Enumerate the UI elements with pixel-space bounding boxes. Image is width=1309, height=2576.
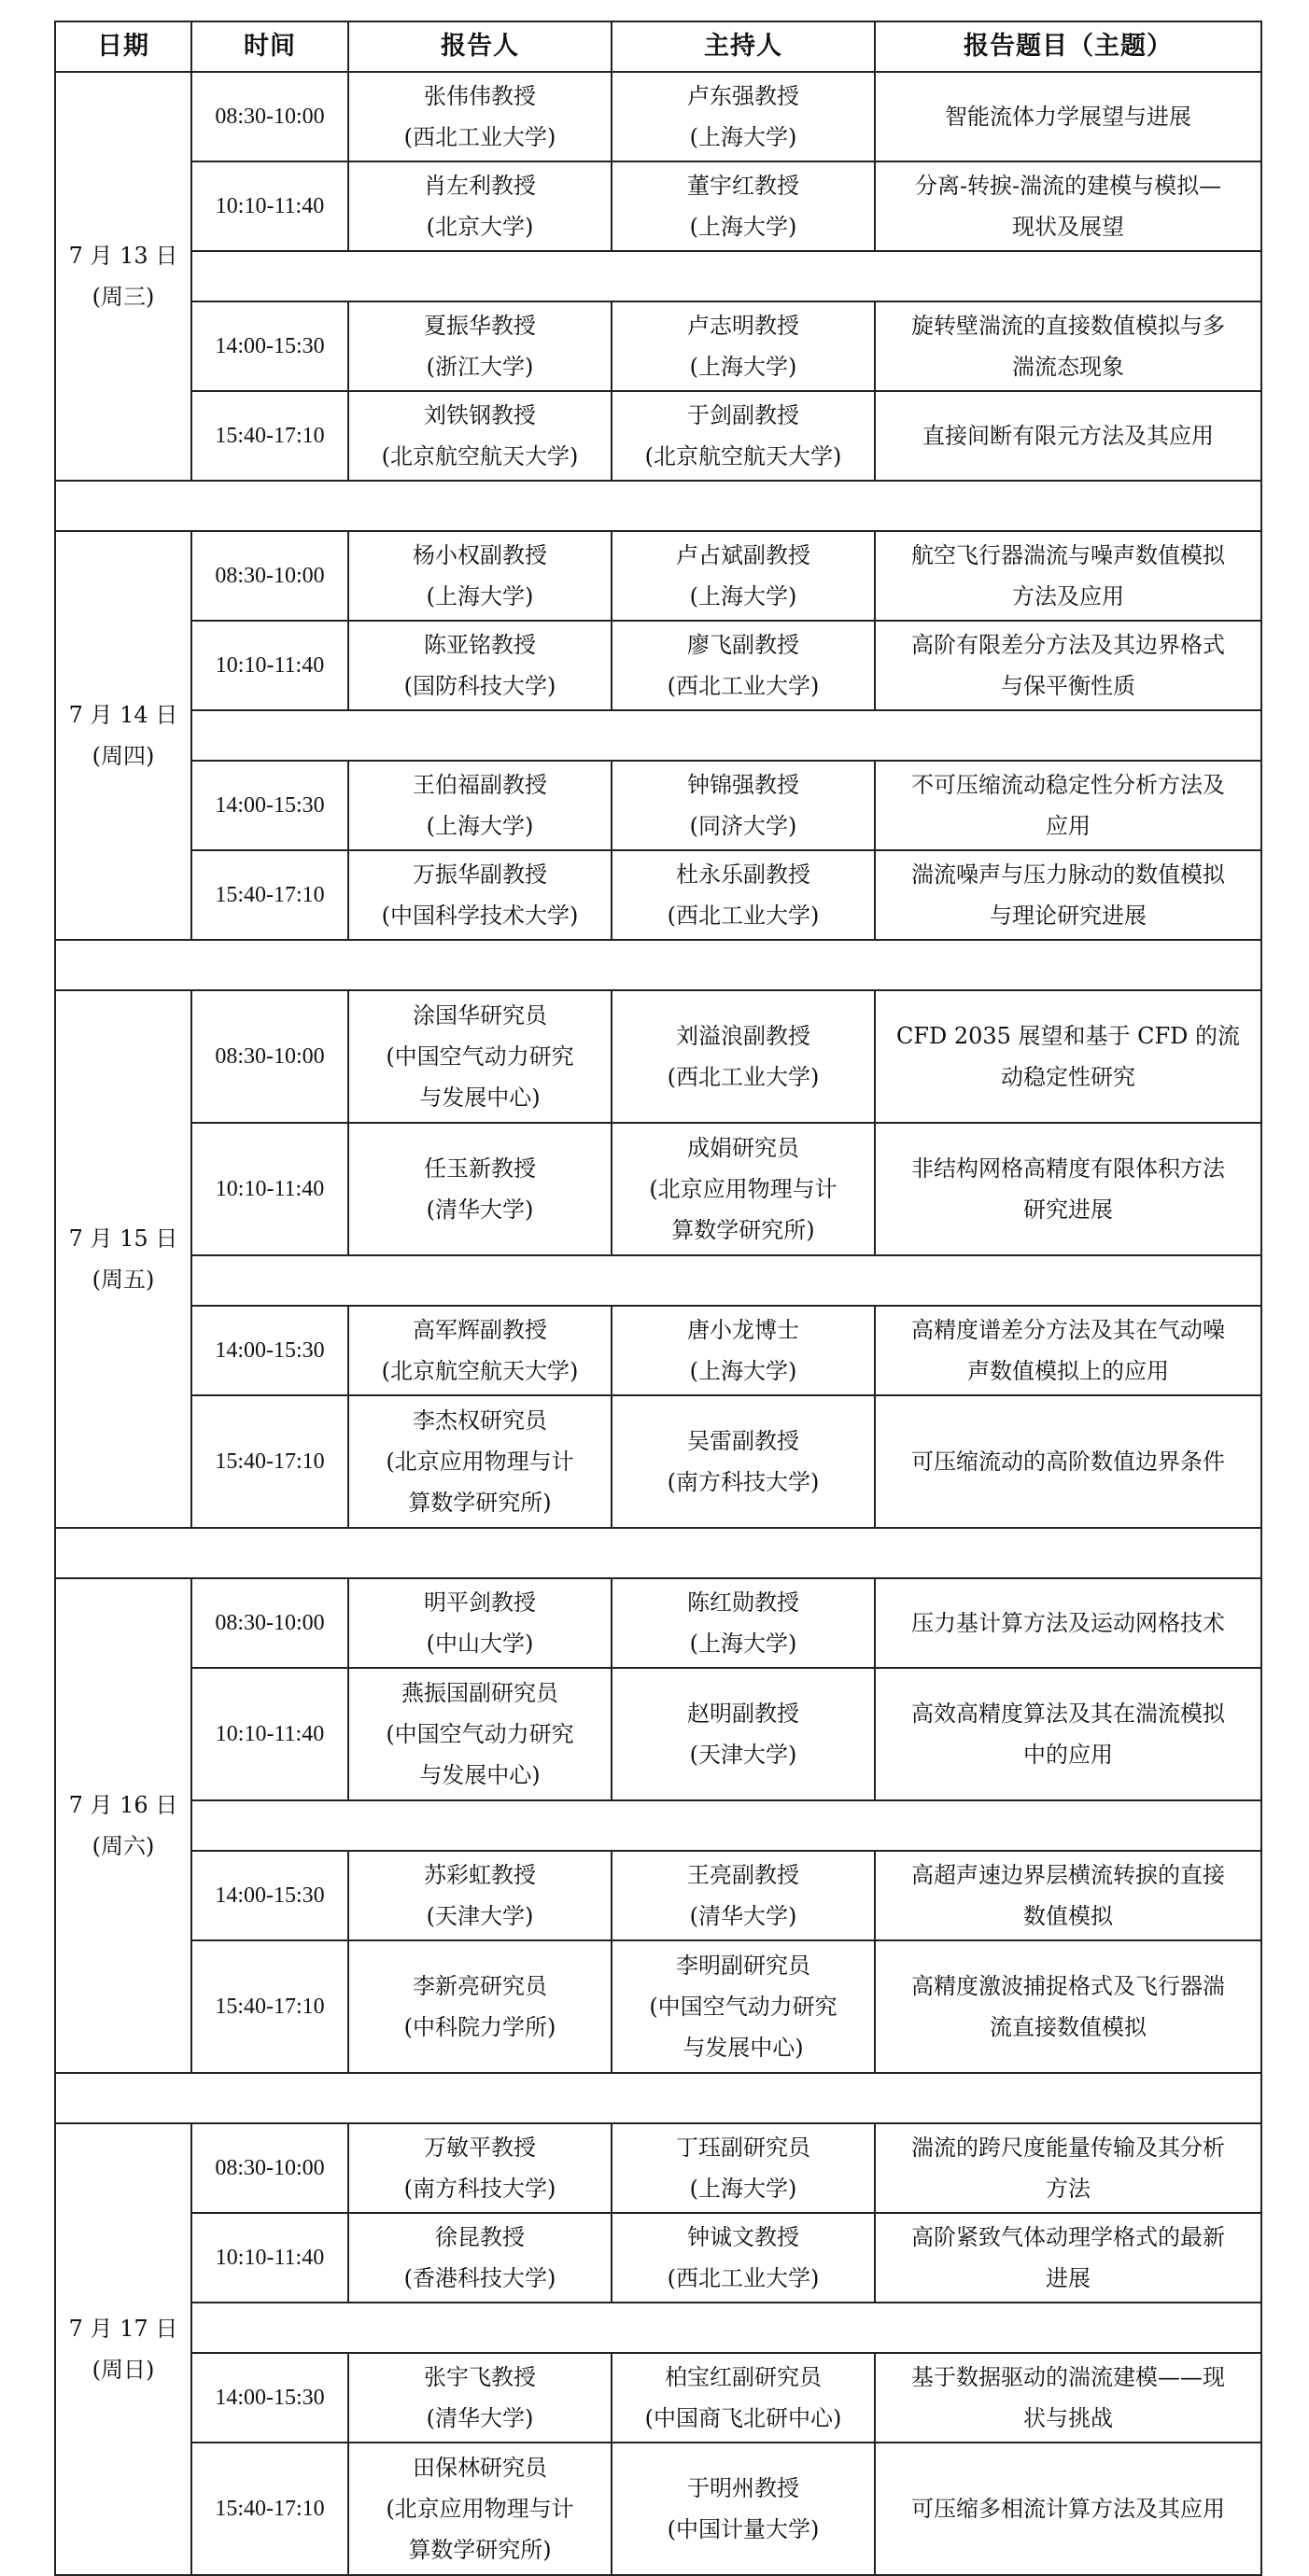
host-cell-line: 卢占斌副教授: [676, 542, 810, 568]
table-row: [55, 2213, 1261, 2303]
speaker-cell-line: (清华大学): [426, 1197, 534, 1223]
topic-cell-line: 中的应用: [1023, 1742, 1113, 1768]
topic-cell-line: 高精度激波捕捉格式及飞行器湍: [911, 1973, 1225, 1999]
topic-cell-line: 航空飞行器湍流与噪声数值模拟: [911, 542, 1225, 568]
time-cell: 14:00-15:30: [191, 1306, 348, 1395]
weekday-label: (周五): [91, 1267, 155, 1293]
host-cell: [612, 1306, 875, 1395]
host-cell-line: 于明州教授: [687, 2475, 799, 2501]
lunch-gap-row: [55, 1800, 1261, 1851]
time-cell: 08:30-10:00: [191, 72, 348, 161]
day-separator-row: [55, 940, 1261, 990]
time-cell: 14:00-15:30: [191, 761, 348, 850]
speaker-cell-line: 与发展中心): [419, 1762, 541, 1788]
topic-cell-line: 数值模拟: [1023, 1903, 1113, 1929]
speaker-cell-line: 李新亮研究员: [413, 1973, 547, 1999]
host-cell-line: (同济大学): [689, 813, 797, 839]
speaker-cell-line: (中国空气动力研究: [386, 1043, 574, 1070]
table-row: [55, 161, 1261, 251]
time-cell: 14:00-15:30: [191, 301, 348, 391]
topic-cell: [875, 1123, 1261, 1255]
speaker-cell-line: 万振华副教授: [413, 861, 547, 888]
host-cell-line: (上海大学): [689, 2176, 797, 2202]
host-cell: [612, 301, 875, 391]
speaker-cell-line: 陈亚铭教授: [424, 632, 536, 658]
weekday-label: (周六): [91, 1833, 155, 1859]
host-cell: [612, 761, 875, 850]
speaker-cell-line: (上海大学): [426, 583, 534, 609]
lunch-gap-cell: [191, 1255, 1261, 1306]
topic-cell: [875, 1578, 1261, 1668]
header-host: 主持人: [612, 21, 875, 72]
speaker-cell-line: 杨小权副教授: [413, 542, 547, 568]
host-cell-line: 刘溢浪副教授: [676, 1023, 810, 1049]
table-row: [55, 2123, 1261, 2213]
host-cell-line: (西北工业大学): [667, 903, 820, 929]
table-row: [55, 1851, 1261, 1940]
host-cell: [612, 2213, 875, 2303]
table-row: [55, 1395, 1261, 1528]
host-cell: [612, 72, 875, 161]
host-cell: [612, 1668, 875, 1800]
topic-cell: [875, 1940, 1261, 2073]
host-cell-line: (南方科技大学): [667, 1469, 820, 1495]
day-separator-row: [55, 2073, 1261, 2123]
speaker-cell-line: (西北工业大学): [403, 124, 556, 150]
date-cell: [55, 990, 191, 1528]
topic-cell-line: 不可压缩流动稳定性分析方法及: [911, 772, 1225, 798]
lunch-gap-row: [55, 2303, 1261, 2353]
host-cell-line: (西北工业大学): [667, 673, 820, 699]
topic-cell: [875, 2123, 1261, 2213]
speaker-cell-line: 算数学研究所): [408, 2537, 552, 2563]
host-cell: [612, 2443, 875, 2575]
weekday-label: (周三): [91, 284, 155, 310]
topic-cell-line: 湍流态现象: [1012, 354, 1124, 380]
time-cell: 08:30-10:00: [191, 2123, 348, 2213]
speaker-cell-line: (北京航空航天大学): [381, 443, 579, 469]
day-separator-row: [55, 1528, 1261, 1578]
host-cell-line: (清华大学): [689, 1903, 797, 1929]
topic-cell: [875, 301, 1261, 391]
host-cell-line: 与发展中心): [683, 2035, 804, 2061]
speaker-cell: [348, 1306, 612, 1395]
lunch-gap-cell: [191, 251, 1261, 301]
table-row: [55, 531, 1261, 621]
host-cell-line: 王亮副教授: [687, 1862, 799, 1888]
host-cell-line: 卢东强教授: [687, 83, 799, 109]
table-row: [55, 1668, 1261, 1800]
topic-cell: [875, 621, 1261, 710]
host-cell-line: (上海大学): [689, 1358, 797, 1384]
speaker-cell-line: (北京航空航天大学): [381, 1358, 579, 1384]
speaker-cell: [348, 761, 612, 850]
topic-cell-line: 直接间断有限元方法及其应用: [922, 423, 1214, 449]
speaker-cell-line: (国防科技大学): [403, 673, 556, 699]
speaker-cell: [348, 850, 612, 940]
header-topic: 报告题目（主题）: [875, 21, 1261, 72]
date-cell: [55, 1578, 191, 2073]
time-cell: 14:00-15:30: [191, 1851, 348, 1940]
time-cell: 15:40-17:10: [191, 850, 348, 940]
speaker-cell-line: 刘铁钢教授: [424, 402, 536, 428]
topic-cell-line: 压力基计算方法及运动网格技术: [911, 1610, 1225, 1636]
host-cell: [612, 1123, 875, 1255]
time-cell: 08:30-10:00: [191, 1578, 348, 1668]
day-separator-row: [55, 481, 1261, 531]
speaker-cell-line: 明平剑教授: [424, 1589, 536, 1616]
topic-cell: [875, 2213, 1261, 2303]
speaker-cell: [348, 1578, 612, 1668]
speaker-cell-line: 燕振国副研究员: [401, 1680, 558, 1706]
host-cell-line: (北京应用物理与计: [649, 1176, 837, 1202]
speaker-cell-line: 李杰权研究员: [413, 1407, 547, 1434]
topic-cell-line: 现状及展望: [1012, 214, 1124, 240]
topic-cell-line: 可压缩多相流计算方法及其应用: [911, 2496, 1225, 2522]
host-cell-line: 算数学研究所): [671, 1217, 815, 1243]
topic-cell-line: 研究进展: [1023, 1197, 1113, 1223]
speaker-cell-line: (清华大学): [426, 2405, 534, 2431]
table-row: [55, 1578, 1261, 1668]
speaker-cell-line: 肖左利教授: [424, 173, 536, 199]
host-cell: [612, 531, 875, 621]
speaker-cell: [348, 1940, 612, 2073]
table-row: [55, 990, 1261, 1123]
host-cell: [612, 1578, 875, 1668]
topic-cell-line: 湍流噪声与压力脉动的数值模拟: [911, 861, 1225, 888]
speaker-cell-line: (浙江大学): [426, 354, 534, 380]
topic-cell-line: 高效高精度算法及其在湍流模拟: [911, 1701, 1225, 1727]
topic-cell-line: 流直接数值模拟: [990, 2014, 1147, 2040]
schedule-table: [54, 21, 1262, 2576]
topic-cell-line: 旋转壁湍流的直接数值模拟与多: [911, 313, 1225, 339]
topic-cell-line: 方法及应用: [1012, 583, 1124, 609]
table-row: [55, 2353, 1261, 2443]
speaker-cell-line: 田保林研究员: [413, 2455, 547, 2481]
topic-cell-line: 与理论研究进展: [990, 903, 1147, 929]
table-row: [55, 1940, 1261, 2073]
host-cell-line: (上海大学): [689, 583, 797, 609]
speaker-cell-line: (中山大学): [426, 1631, 534, 1657]
speaker-cell: [348, 1851, 612, 1940]
table-row: [55, 621, 1261, 710]
topic-cell: [875, 1306, 1261, 1395]
topic-cell-line: 分离-转捩-湍流的建模与模拟—: [914, 173, 1222, 199]
host-cell: [612, 1851, 875, 1940]
host-cell-line: (中国计量大学): [667, 2516, 820, 2542]
table-row: [55, 1123, 1261, 1255]
speaker-cell: [348, 72, 612, 161]
speaker-cell-line: (上海大学): [426, 813, 534, 839]
header-time: 时间: [191, 21, 348, 72]
speaker-cell-line: (南方科技大学): [403, 2176, 556, 2202]
date-label: 7 月 17 日: [68, 2316, 178, 2342]
weekday-label: (周四): [91, 743, 155, 769]
host-cell-line: (上海大学): [689, 214, 797, 240]
speaker-cell: [348, 391, 612, 481]
time-cell: 15:40-17:10: [191, 2443, 348, 2575]
time-cell: 10:10-11:40: [191, 2213, 348, 2303]
speaker-cell: [348, 990, 612, 1123]
host-cell-line: (北京航空航天大学): [644, 443, 842, 469]
host-cell-line: (西北工业大学): [667, 2265, 820, 2291]
topic-cell-line: 基于数据驱动的湍流建模——现: [911, 2364, 1225, 2390]
time-cell: 15:40-17:10: [191, 1395, 348, 1528]
speaker-cell: [348, 1668, 612, 1800]
host-cell: [612, 2123, 875, 2213]
topic-cell-line: 进展: [1046, 2265, 1091, 2291]
host-cell-line: (天津大学): [689, 1742, 797, 1768]
date-label: 7 月 16 日: [68, 1792, 178, 1818]
topic-cell-line: 可压缩流动的高阶数值边界条件: [911, 1449, 1225, 1475]
host-cell-line: 钟诚文教授: [687, 2224, 799, 2250]
speaker-cell: [348, 2123, 612, 2213]
speaker-cell-line: (北京大学): [426, 214, 534, 240]
time-cell: 08:30-10:00: [191, 990, 348, 1123]
host-cell: [612, 621, 875, 710]
table-row: [55, 761, 1261, 850]
schedule-body: [55, 72, 1261, 2575]
topic-cell: [875, 850, 1261, 940]
speaker-cell-line: (北京应用物理与计: [386, 2496, 574, 2522]
host-cell-line: 廖飞副教授: [687, 632, 799, 658]
header-date: 日期: [55, 21, 191, 72]
host-cell: [612, 2353, 875, 2443]
header-row: [55, 21, 1261, 72]
speaker-cell-line: 高军辉副教授: [413, 1317, 547, 1343]
lunch-gap-row: [55, 710, 1261, 761]
lunch-gap-row: [55, 251, 1261, 301]
host-cell-line: (上海大学): [689, 1631, 797, 1657]
date-label: 7 月 14 日: [68, 702, 178, 728]
host-cell-line: 丁珏副研究员: [676, 2135, 810, 2161]
lunch-gap-cell: [191, 2303, 1261, 2353]
speaker-cell-line: 王伯福副教授: [413, 772, 547, 798]
speaker-cell-line: 张伟伟教授: [424, 83, 536, 109]
speaker-cell: [348, 531, 612, 621]
host-cell-line: 成娟研究员: [687, 1135, 799, 1161]
speaker-cell-line: (北京应用物理与计: [386, 1449, 574, 1475]
weekday-label: (周日): [91, 2357, 155, 2383]
topic-cell-line: 高超声速边界层横流转捩的直接: [911, 1862, 1225, 1888]
topic-cell-line: 声数值模拟上的应用: [967, 1358, 1169, 1384]
topic-cell-line: 高阶有限差分方法及其边界格式: [911, 632, 1225, 658]
date-label: 7 月 13 日: [68, 243, 178, 269]
topic-cell-line: 方法: [1046, 2176, 1091, 2202]
topic-cell: [875, 1668, 1261, 1800]
speaker-cell: [348, 2443, 612, 2575]
host-cell-line: (西北工业大学): [667, 1064, 820, 1090]
topic-cell-line: 非结构网格高精度有限体积方法: [911, 1155, 1225, 1182]
date-cell: [55, 2123, 191, 2575]
table-row: [55, 1306, 1261, 1395]
host-cell-line: 董宇红教授: [687, 173, 799, 199]
topic-cell: [875, 2443, 1261, 2575]
host-cell-line: 陈红勋教授: [687, 1589, 799, 1616]
host-cell-line: 李明副研究员: [676, 1953, 810, 1979]
time-cell: 10:10-11:40: [191, 161, 348, 251]
speaker-cell: [348, 2213, 612, 2303]
topic-cell-line: CFD 2035 展望和基于 CFD 的流: [895, 1023, 1241, 1049]
date-cell: [55, 72, 191, 481]
topic-cell-line: 高精度谱差分方法及其在气动噪: [911, 1317, 1225, 1343]
topic-cell: [875, 531, 1261, 621]
time-cell: 15:40-17:10: [191, 391, 348, 481]
date-label: 7 月 15 日: [68, 1225, 178, 1252]
topic-cell-line: 高阶紧致气体动理学格式的最新: [911, 2224, 1225, 2250]
host-cell: [612, 1940, 875, 2073]
host-cell-line: 杜永乐副教授: [676, 861, 810, 888]
speaker-cell-line: 算数学研究所): [408, 1490, 552, 1516]
host-cell-line: 卢志明教授: [687, 313, 799, 339]
host-cell-line: (上海大学): [689, 124, 797, 150]
host-cell-line: 钟锦强教授: [687, 772, 799, 798]
time-cell: 08:30-10:00: [191, 531, 348, 621]
host-cell: [612, 850, 875, 940]
speaker-cell: [348, 161, 612, 251]
topic-cell: [875, 72, 1261, 161]
day-separator-cell: [55, 481, 1261, 531]
host-cell-line: 于剑副教授: [687, 402, 799, 428]
time-cell: 15:40-17:10: [191, 1940, 348, 2073]
speaker-cell-line: (天津大学): [426, 1903, 534, 1929]
time-cell: 10:10-11:40: [191, 1123, 348, 1255]
table-row: [55, 301, 1261, 391]
topic-cell-line: 动稳定性研究: [1001, 1064, 1135, 1090]
speaker-cell-line: 与发展中心): [419, 1085, 541, 1111]
time-cell: 14:00-15:30: [191, 2353, 348, 2443]
host-cell-line: (中国商飞北研中心): [644, 2405, 842, 2431]
speaker-cell-line: 任玉新教授: [424, 1155, 536, 1182]
topic-cell: [875, 1395, 1261, 1528]
speaker-cell-line: 苏彩虹教授: [424, 1862, 536, 1888]
time-cell: 10:10-11:40: [191, 1668, 348, 1800]
topic-cell: [875, 761, 1261, 850]
speaker-cell: [348, 621, 612, 710]
time-cell: 10:10-11:40: [191, 621, 348, 710]
host-cell-line: 柏宝红副研究员: [665, 2364, 822, 2390]
day-separator-cell: [55, 2073, 1261, 2123]
topic-cell-line: 应用: [1046, 813, 1091, 839]
speaker-cell-line: (香港科技大学): [403, 2265, 556, 2291]
speaker-cell-line: 夏振华教授: [424, 313, 536, 339]
topic-cell: [875, 990, 1261, 1123]
header-speaker: 报告人: [348, 21, 612, 72]
speaker-cell-line: 张宇飞教授: [424, 2364, 536, 2390]
host-cell: [612, 1395, 875, 1528]
date-cell: [55, 531, 191, 940]
speaker-cell: [348, 301, 612, 391]
topic-cell-line: 智能流体力学展望与进展: [945, 104, 1191, 130]
day-separator-cell: [55, 940, 1261, 990]
speaker-cell: [348, 2353, 612, 2443]
speaker-cell-line: (中国空气动力研究: [386, 1721, 574, 1747]
speaker-cell: [348, 1395, 612, 1528]
speaker-cell-line: 万敏平教授: [424, 2135, 536, 2161]
table-row: [55, 72, 1261, 161]
host-cell-line: 赵明副教授: [687, 1701, 799, 1727]
table-row: [55, 850, 1261, 940]
speaker-cell-line: 徐昆教授: [435, 2224, 525, 2250]
host-cell: [612, 990, 875, 1123]
lunch-gap-cell: [191, 710, 1261, 761]
topic-cell: [875, 391, 1261, 481]
topic-cell: [875, 161, 1261, 251]
topic-cell: [875, 1851, 1261, 1940]
speaker-cell-line: (中科院力学所): [403, 2014, 556, 2040]
speaker-cell-line: 涂国华研究员: [413, 1002, 547, 1029]
lunch-gap-cell: [191, 1800, 1261, 1851]
speaker-cell: [348, 1123, 612, 1255]
speaker-cell-line: (中国科学技术大学): [381, 903, 579, 929]
host-cell: [612, 161, 875, 251]
lunch-gap-row: [55, 1255, 1261, 1306]
host-cell-line: (上海大学): [689, 354, 797, 380]
topic-cell-line: 湍流的跨尺度能量传输及其分析: [911, 2135, 1225, 2161]
host-cell: [612, 391, 875, 481]
topic-cell: [875, 2353, 1261, 2443]
day-separator-cell: [55, 1528, 1261, 1578]
host-cell-line: 吴雷副教授: [687, 1428, 799, 1454]
host-cell-line: 唐小龙博士: [687, 1317, 799, 1343]
table-row: [55, 2443, 1261, 2575]
topic-cell-line: 与保平衡性质: [1001, 673, 1135, 699]
topic-cell-line: 状与挑战: [1023, 2405, 1113, 2431]
host-cell-line: (中国空气动力研究: [649, 1994, 837, 2020]
table-row: [55, 391, 1261, 481]
